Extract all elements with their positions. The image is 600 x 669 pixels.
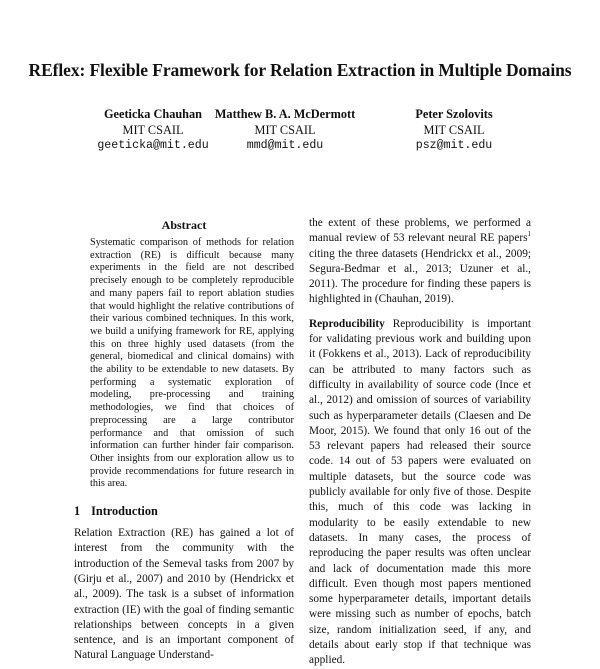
section-title: Introduction: [91, 504, 158, 519]
paragraph-text: Reproducibility is important for validating previous work and building upon it (Fokkens et al., 2013). Lack of reproducibility can be attributed to many factors such as difficulty in availability of source code (Ince et al., 2012) and omission of sources of variability such as hyperparameter details (Claesen and De Moor, 2015). We found that only 16 out of the 53 relevant papers had released their source code. 14 out of 53 papers were evaluated on multiple datasets, but the source code was publicly available for only five of those. Despite this, much of this code was lacking in modularity to be easily extendable to new datasets. In many cases, the process of reproducing the paper results was often unclear and lack of documentation made this more difficult. Even though most papers mentioned some hyperparameter details, important details were missing such as number of epochs, batch size, random initialization seed, if any, and details about early stop if that technique was applied.: [309, 317, 531, 667]
author-name: Matthew B. A. McDermott: [214, 107, 356, 121]
footnote-marker: 1: [527, 230, 531, 239]
abstract-body: Systematic comparison of methods for relation extraction (RE) is difficult because many experiments in the field are not described precisely enough to be completely reproducible and many papers fail to report ablation studies that would highlight the relative contributions of their various combined techniques. In this work, we build a unifying framework for RE, applying this on three highly used datasets (from the general, biomedical and clinical domains) with the ability to be extendable to new datasets. By performing a systematic exploration of modeling, pre-processing and training methodologies, we find that choices of preprocessing are a large contributor performance and that omission of such information can further hinder fair comparison. Other insights from our exploration allow us to provide recommendations for future research in this area.: [90, 237, 294, 490]
paper-title: REflex: Flexible Framework for Relation Extraction in Multiple Domains: [28, 60, 572, 80]
author-email: psz@mit.edu: [415, 139, 493, 152]
section-number: 1: [74, 504, 81, 519]
author-email: mmd@mit.edu: [246, 139, 324, 152]
reproducibility-paragraph: [309, 317, 531, 669]
left-column: [74, 218, 294, 664]
section-heading-introduction: [74, 504, 294, 519]
author-affiliation: MIT CSAIL: [423, 122, 485, 137]
reproducibility-label: Reproducibility: [309, 317, 385, 330]
author-affiliation: MIT CSAIL: [122, 122, 184, 137]
right-column: [309, 216, 531, 669]
author-affiliation: MIT CSAIL: [254, 122, 316, 137]
author-block-2: [195, 107, 375, 154]
author-email: geeticka@mit.edu: [97, 139, 209, 152]
paragraph-text: citing the three datasets (Hendrickx et al., 2009; Segura-Bedmar et al., 2013; Uzuner et al., 2011). The procedure for finding these papers is highlighted in (Chauhan, 2019).: [309, 247, 531, 306]
right-paragraph-1: [309, 216, 531, 308]
paragraph-text: the extent of these problems, we performed a manual review of 53 relevant neural RE papers: [309, 217, 531, 245]
introduction-paragraph: Relation Extraction (RE) has gained a lot of interest from the community with the introduction of the Semeval tasks from 2007 by (Girju et al., 2007) and 2010 by (Hendrickx et al., 2009). The task is a subset of information extraction (IE) with the goal of finding semantic relationships between concepts in a given sentence, and is an important component of Natural Language Understand-: [74, 527, 294, 662]
author-block-3: [364, 107, 544, 154]
author-name: Peter Szolovits: [415, 107, 493, 121]
abstract-heading: Abstract: [161, 218, 207, 232]
author-name: Geeticka Chauhan: [103, 107, 203, 121]
